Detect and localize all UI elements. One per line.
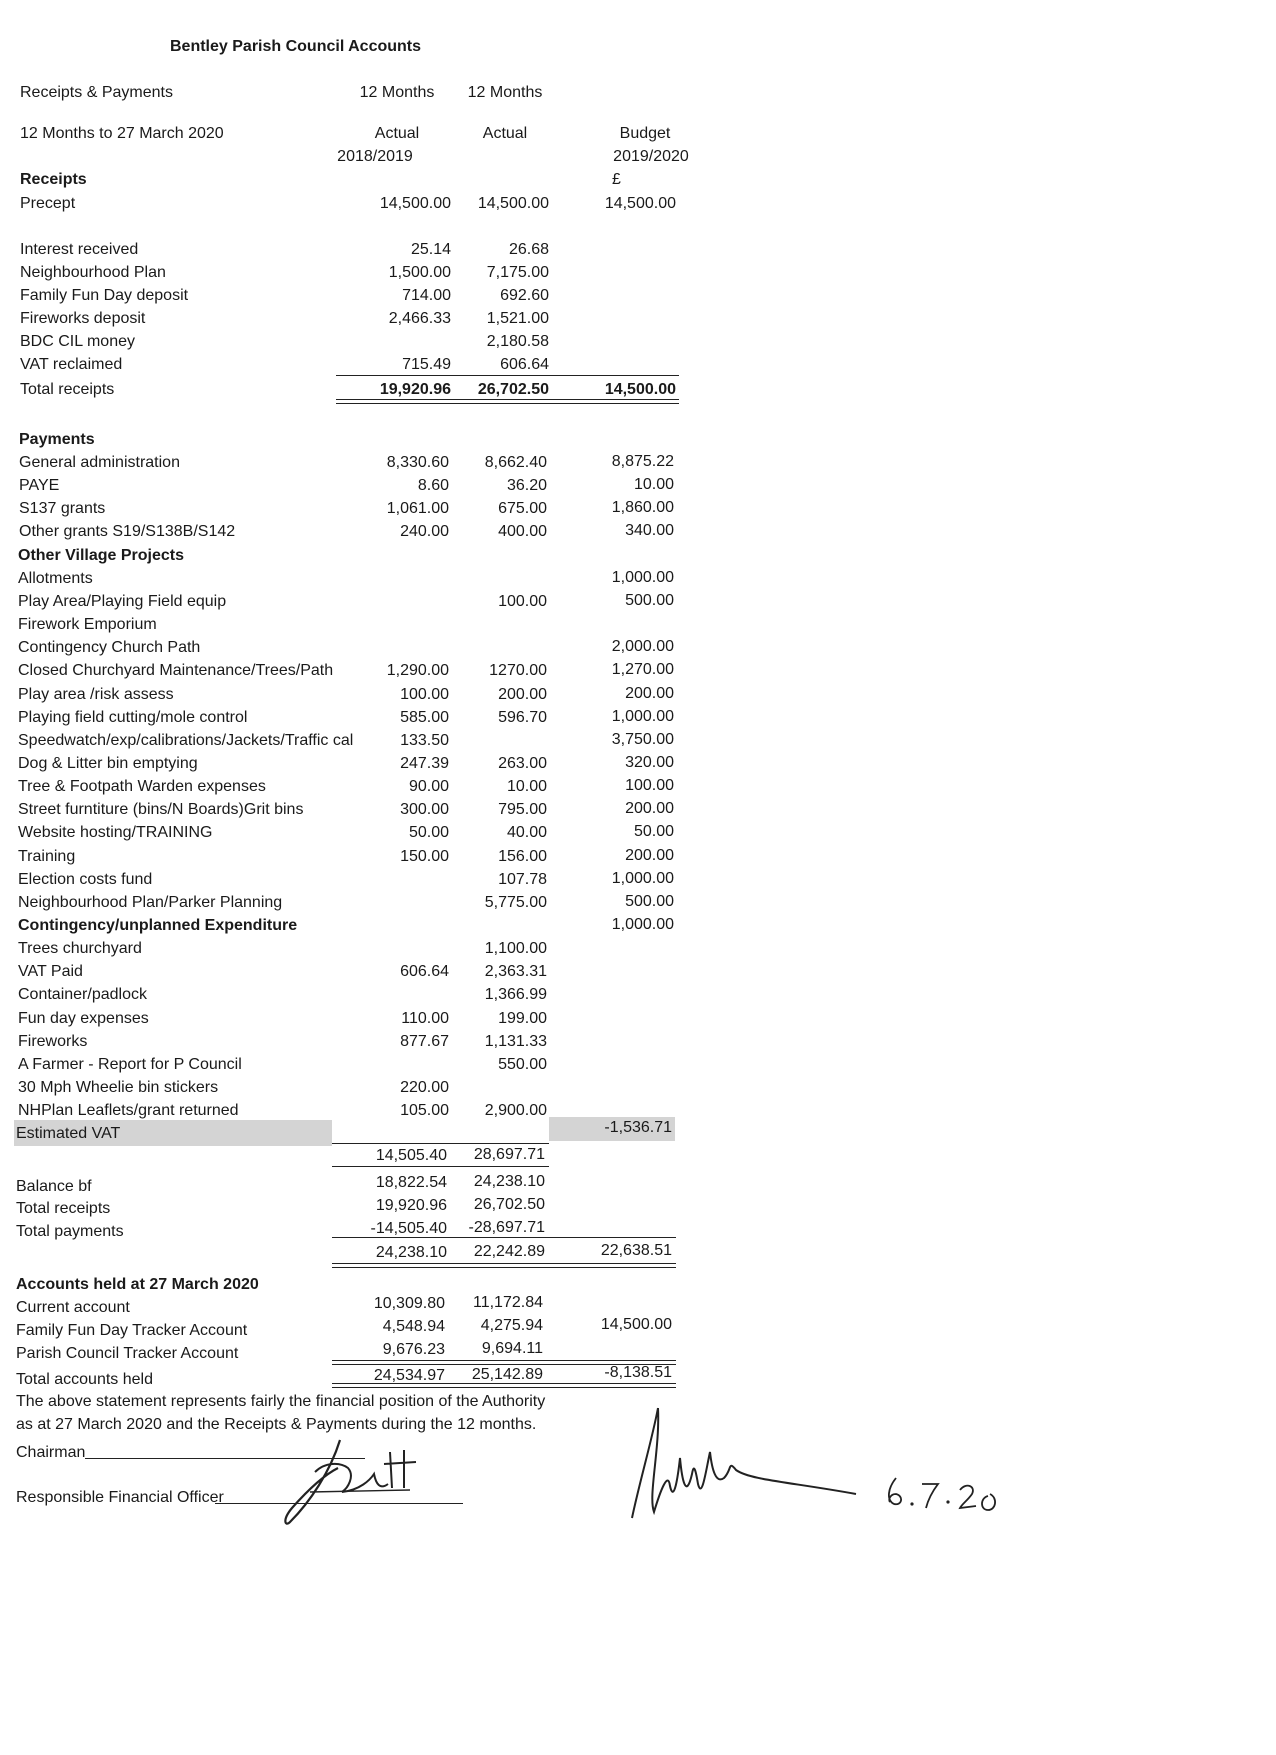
payment-label: Training <box>18 847 76 865</box>
payment-budget: 200.00 <box>625 800 674 818</box>
account-value-2019-20: 4,275.94 <box>480 1317 543 1334</box>
payment-subheading: Contingency/unplanned Expenditure <box>18 917 298 934</box>
payment-budget: 50.00 <box>633 823 674 841</box>
currency-symbol: £ <box>612 171 621 188</box>
chairman-label: Chairman <box>16 1444 86 1461</box>
payment-value-2018-19: 110.00 <box>401 1009 449 1027</box>
payment-label: Street furntiture (bins/N Boards)Grit bins <box>18 801 304 819</box>
balance-value-2019-20: -28,697.71 <box>468 1219 545 1236</box>
payment-budget: -1,536.71 <box>604 1119 672 1137</box>
payment-budget: 1,000.00 <box>611 916 674 933</box>
receipt-value-2019-20: 2,180.58 <box>486 333 549 350</box>
payment-value-2019-20: 2,900.00 <box>484 1102 547 1120</box>
payment-budget: 1,270.00 <box>611 661 674 679</box>
balance-value-2018-19: 18,822.54 <box>375 1174 447 1191</box>
col3-type: Budget <box>619 125 671 142</box>
payment-label: Election costs fund <box>18 870 153 888</box>
payment-value-2018-19: 8,330.60 <box>386 454 449 471</box>
payment-budget: 1,000.00 <box>611 707 674 725</box>
payment-label: General administration <box>19 454 180 471</box>
account-value-2019-20: 9,694.11 <box>481 1340 543 1357</box>
payment-label: Closed Churchyard Maintenance/Trees/Path <box>18 662 334 680</box>
total-accounts-2019-20: 25,142.89 <box>471 1366 543 1383</box>
payment-value-2019-20: 100.00 <box>498 592 547 610</box>
payment-budget: 2,000.00 <box>611 638 674 656</box>
receipt-value-2018-19: 14,500.00 <box>379 195 451 212</box>
payment-value-2019-20: 1,131.33 <box>484 1032 547 1050</box>
receipt-value-2019-20: 692.60 <box>500 287 549 304</box>
rfo-signature <box>610 1400 890 1530</box>
account-label: Parish Council Tracker Account <box>16 1345 239 1362</box>
payment-value-2018-19: 105.00 <box>400 1102 449 1120</box>
payment-value-2019-20: 5,775.00 <box>484 893 547 911</box>
col2-type: Actual <box>482 125 528 142</box>
payment-value-2018-19: 240.00 <box>400 523 449 541</box>
payment-budget: 500.00 <box>625 591 674 609</box>
payment-value-2018-19: 1,290.00 <box>386 662 449 680</box>
payment-label: Neighbourhood Plan/Parker Planning <box>18 893 283 911</box>
payment-budget: 1,000.00 <box>611 568 674 586</box>
payment-budget: 10.00 <box>633 476 674 494</box>
account-budget: 14,500.00 <box>600 1316 672 1333</box>
payment-value-2019-20: 156.00 <box>498 847 547 865</box>
payment-value-2019-20: 107.78 <box>498 870 547 888</box>
balance-total-2018-19: 24,238.10 <box>375 1244 447 1261</box>
receipt-label: Family Fun Day deposit <box>20 287 189 304</box>
account-label: Current account <box>16 1299 130 1316</box>
handwritten-date <box>880 1470 1010 1520</box>
balance-value-2018-19: 19,920.96 <box>375 1197 447 1214</box>
receipts-heading: Receipts <box>20 171 87 188</box>
total-receipts-2018-19: 19,920.96 <box>379 381 451 398</box>
payment-budget: 200.00 <box>625 684 674 702</box>
payment-value-2019-20: 200.00 <box>498 685 547 703</box>
chairman-signature <box>270 1432 430 1532</box>
payment-value-2018-19: 50.00 <box>408 824 449 842</box>
receipt-value-2019-20: 7,175.00 <box>486 264 549 281</box>
col2-period: 12 Months <box>467 84 543 101</box>
payment-label: Play area /risk assess <box>18 685 174 703</box>
payment-label: 30 Mph Wheelie bin stickers <box>18 1079 219 1097</box>
payment-label: Contingency Church Path <box>18 639 201 657</box>
payment-subheading: Other Village Projects <box>18 546 184 564</box>
col1-type: Actual <box>374 125 420 142</box>
total-accounts-2018-19: 24,534.97 <box>373 1367 445 1384</box>
payment-value-2018-19: 150.00 <box>400 847 449 865</box>
receipt-label: Neighbourhood Plan <box>20 264 166 281</box>
statement-line-1: The above statement represents fairly the financial position of the Authority <box>16 1393 546 1410</box>
payment-label: Website hosting/TRAINING <box>18 824 213 842</box>
payment-label: Other grants S19/S138B/S142 <box>19 523 236 541</box>
payment-value-2018-19: 100.00 <box>400 685 449 703</box>
payment-label: Firework Emporium <box>18 616 157 634</box>
receipt-value-2018-19: 2,466.33 <box>388 310 451 327</box>
receipt-value-2018-19: 25.14 <box>410 241 451 258</box>
balance-value-2019-20: 26,702.50 <box>473 1196 545 1213</box>
payment-label: Container/padlock <box>18 986 147 1004</box>
payment-value-2018-19: 877.67 <box>400 1032 449 1050</box>
payment-value-2019-20: 36.20 <box>506 477 547 495</box>
payments-heading: Payments <box>19 431 95 448</box>
payment-label: Speedwatch/exp/calibrations/Jackets/Traffic cal <box>18 731 354 749</box>
payment-value-2018-19: 247.39 <box>400 754 449 772</box>
receipts-total-top-rule <box>336 375 679 376</box>
receipt-label: BDC CIL money <box>20 333 135 350</box>
receipt-label: VAT reclaimed <box>20 356 123 373</box>
payment-label: Fun day expenses <box>18 1009 149 1027</box>
account-label: Family Fun Day Tracker Account <box>16 1322 248 1339</box>
payment-label: Tree & Footpath Warden expenses <box>18 778 266 796</box>
accounts-total-top-rule <box>332 1360 676 1361</box>
accounts-heading: Accounts held at 27 March 2020 <box>16 1276 259 1293</box>
payment-budget: 320.00 <box>625 753 674 771</box>
payment-value-2019-20: 263.00 <box>498 754 547 772</box>
receipt-budget: 14,500.00 <box>604 195 676 212</box>
document-title: Bentley Parish Council Accounts <box>170 38 422 55</box>
payment-value-2019-20: 400.00 <box>498 523 547 541</box>
balance-value-2019-20: 24,238.10 <box>473 1173 545 1190</box>
payment-budget: 100.00 <box>625 777 674 795</box>
receipt-value-2019-20: 1,521.00 <box>486 310 549 327</box>
balance-total-budget: 22,638.51 <box>600 1242 672 1259</box>
payment-label: Allotments <box>18 569 93 587</box>
payment-label: NHPlan Leaflets/grant returned <box>18 1102 239 1120</box>
payment-value-2019-20: 10.00 <box>506 778 547 796</box>
account-value-2018-19: 9,676.23 <box>382 1341 445 1358</box>
payment-value-2019-20: 596.70 <box>498 708 547 726</box>
payment-label: Fireworks <box>18 1032 88 1050</box>
period-label: 12 Months to 27 March 2020 <box>20 125 224 142</box>
payment-label: PAYE <box>19 477 60 495</box>
payment-value-2019-20: 795.00 <box>498 801 547 819</box>
payment-value-2019-20: 1,366.99 <box>484 986 547 1004</box>
payment-budget: 340.00 <box>625 522 674 540</box>
payment-value-2019-20: 40.00 <box>506 824 547 842</box>
account-value-2019-20: 11,172.84 <box>473 1294 543 1311</box>
col1-period: 12 Months <box>359 84 435 101</box>
payment-budget: 1,000.00 <box>611 869 674 887</box>
statement-line-2: as at 27 March 2020 and the Receipts & Payments during the 12 months. <box>16 1416 537 1433</box>
balance-label: Balance bf <box>16 1178 92 1195</box>
payment-budget: 500.00 <box>625 892 674 910</box>
payment-budget: 200.00 <box>625 846 674 864</box>
accounts-total-bottom-rule-2 <box>332 1387 676 1388</box>
accounts-total-bottom-rule <box>332 1383 676 1384</box>
header-label: Receipts & Payments <box>20 84 173 101</box>
payment-label: Play Area/Playing Field equip <box>18 592 227 610</box>
account-value-2018-19: 10,309.80 <box>373 1295 445 1312</box>
payment-value-2018-19: 90.00 <box>408 778 449 796</box>
payments-total-bottom-rule <box>332 1166 549 1167</box>
payment-value-2018-19: 1,061.00 <box>386 500 449 518</box>
payment-value-2018-19: 133.50 <box>400 731 449 749</box>
receipt-value-2019-20: 14,500.00 <box>477 195 549 212</box>
payment-value-2019-20: 550.00 <box>498 1055 547 1073</box>
payment-value-2019-20: 8,662.40 <box>484 454 547 471</box>
total-accounts-budget: -8,138.51 <box>604 1364 672 1381</box>
payment-value-2018-19: 585.00 <box>400 708 449 726</box>
payment-value-2019-20: 675.00 <box>498 500 547 518</box>
receipts-total-bottom-rule <box>336 399 679 400</box>
receipt-value-2018-19: 714.00 <box>402 287 451 304</box>
payment-budget: 1,860.00 <box>611 499 674 517</box>
balance-label: Total payments <box>16 1223 124 1240</box>
total-receipts-budget: 14,500.00 <box>604 381 676 398</box>
payment-label: A Farmer - Report for P Council <box>18 1055 242 1073</box>
total-payments-2018-19: 14,505.40 <box>375 1147 447 1164</box>
rfo-label: Responsible Financial Officer <box>16 1489 224 1506</box>
payment-value-2019-20: 199.00 <box>498 1009 547 1027</box>
balance-value-2018-19: -14,505.40 <box>370 1220 447 1237</box>
receipt-value-2019-20: 26.68 <box>508 241 549 258</box>
col3-year: 2019/2020 <box>613 148 689 165</box>
balance-total-top-rule <box>332 1237 676 1238</box>
payment-label: Dog & Litter bin emptying <box>18 754 198 772</box>
payment-budget: 3,750.00 <box>611 730 674 748</box>
payment-label: S137 grants <box>19 500 106 518</box>
balance-label: Total receipts <box>16 1200 111 1217</box>
col1-year: 2018/2019 <box>337 148 413 165</box>
total-receipts-2019-20: 26,702.50 <box>477 381 549 398</box>
receipt-value-2019-20: 606.64 <box>500 356 549 373</box>
payments-total-top-rule <box>332 1143 549 1144</box>
payment-value-2018-19: 8.60 <box>417 477 449 495</box>
receipt-label: Interest received <box>20 241 139 258</box>
payment-value-2019-20: 2,363.31 <box>484 963 547 981</box>
balance-total-2019-20: 22,242.89 <box>473 1243 545 1260</box>
balance-total-bottom-rule-2 <box>332 1267 676 1268</box>
payment-budget: 8,875.22 <box>611 453 674 470</box>
payment-label: VAT Paid <box>18 963 83 981</box>
payment-value-2019-20: 1,100.00 <box>484 940 547 958</box>
receipt-value-2018-19: 1,500.00 <box>388 264 451 281</box>
balance-total-bottom-rule <box>332 1263 676 1264</box>
payment-label: Playing field cutting/mole control <box>18 708 248 726</box>
payment-value-2018-19: 606.64 <box>400 963 449 981</box>
payment-value-2018-19: 300.00 <box>400 801 449 819</box>
payment-value-2019-20: 1270.00 <box>489 662 547 680</box>
receipts-total-bottom-rule-2 <box>336 403 679 404</box>
payment-label: Estimated VAT <box>16 1125 121 1143</box>
account-value-2018-19: 4,548.94 <box>382 1318 445 1335</box>
payment-value-2018-19: 220.00 <box>400 1079 449 1097</box>
total-payments-2019-20: 28,697.71 <box>473 1146 545 1163</box>
total-accounts-label: Total accounts held <box>16 1371 153 1388</box>
receipt-label: Fireworks deposit <box>20 310 146 327</box>
payment-label: Trees churchyard <box>18 940 142 958</box>
receipt-value-2018-19: 715.49 <box>402 356 451 373</box>
receipt-label: Precept <box>20 195 76 212</box>
total-receipts-label: Total receipts <box>20 381 115 398</box>
